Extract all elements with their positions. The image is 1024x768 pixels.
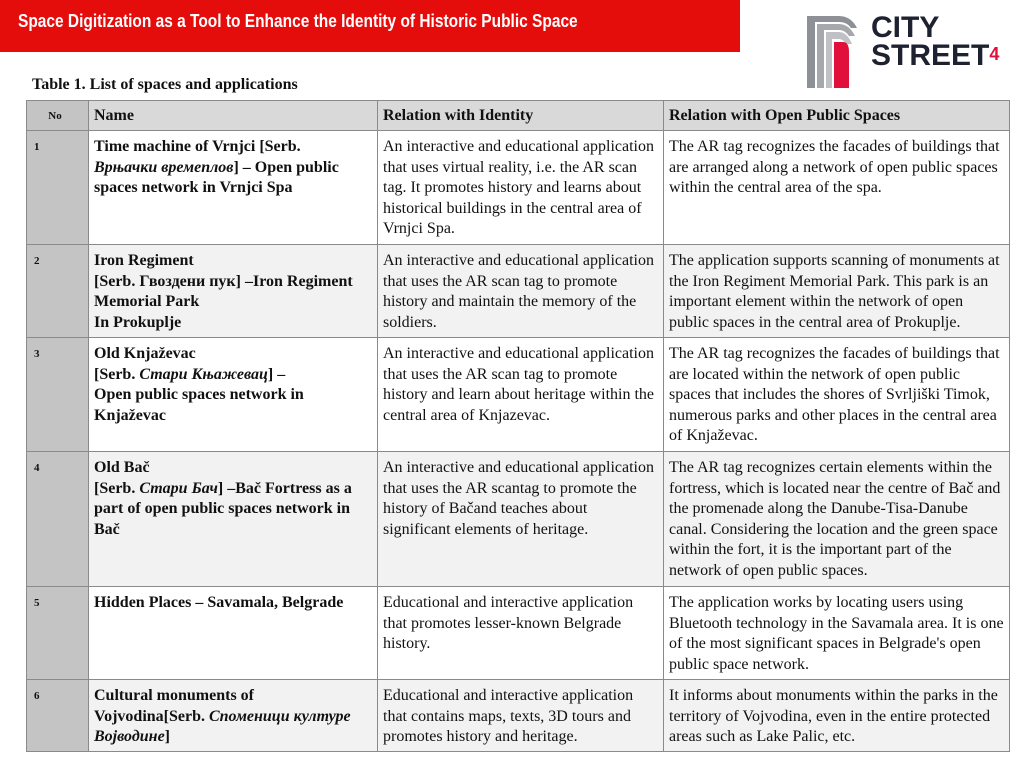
table-row <box>27 245 1010 338</box>
row-identity: Educational and interactive application that contains maps, texts, 3D tours and promotes history and heritage. <box>378 680 664 752</box>
name-text: part of open public spaces network in <box>94 500 351 517</box>
row-identity: An interactive and educational application that uses virtual reality, i.e. the AR scan tag. It promotes history and learns about historical buildings in the central area of Vrnjci Spa. <box>378 131 664 245</box>
name-text: [Serb. <box>94 479 140 497</box>
name-line <box>94 499 372 520</box>
row-open-spaces: It informs about monuments within the parks in the territory of Vojvodina, even in the entire protected areas such as Lake Palic, etc. <box>664 680 1010 752</box>
table-caption: Table 1. List of spaces and applications <box>32 76 298 93</box>
name-text: ] –Bač Fortress as a <box>217 479 352 497</box>
name-line <box>94 251 372 272</box>
row-name <box>89 452 378 587</box>
name-text: Memorial Park <box>94 293 200 310</box>
name-line <box>94 137 372 158</box>
name-text: Time machine of Vrnjci [Serb. <box>94 138 301 155</box>
header-identity: Relation with Identity <box>378 101 664 131</box>
name-line <box>94 727 372 748</box>
row-name <box>89 245 378 338</box>
table-row <box>27 338 1010 452</box>
spaces-table <box>26 100 1010 752</box>
name-line <box>94 313 372 334</box>
row-number: 6 <box>27 680 89 752</box>
logo-line1: CITY <box>871 11 940 44</box>
name-text: Bač <box>94 520 120 538</box>
logo-text <box>871 11 1000 72</box>
logo-mark-icon <box>805 12 869 92</box>
name-text: Knjaževac <box>94 406 166 424</box>
name-text: Cultural monuments of <box>94 687 255 704</box>
name-line <box>94 344 372 365</box>
row-name <box>89 587 378 680</box>
row-open-spaces: The AR tag recognizes the facades of buildings that are located within the network of open public spaces that includes the shores of Svrljiški Timok, numerous parks and other places in the central area of Knjaževac. <box>664 338 1010 452</box>
name-text: Old Bač <box>94 459 150 476</box>
row-name <box>89 680 378 752</box>
name-text: Iron Regiment <box>94 252 194 269</box>
row-identity: An interactive and educational application that uses the AR scan tag to promote history and learn about heritage within the central area of Knjazevac. <box>378 338 664 452</box>
name-text: Hidden Places – Savamala, Belgrade <box>94 594 344 611</box>
name-line <box>94 593 372 614</box>
title-banner <box>0 0 740 52</box>
name-line <box>94 686 372 707</box>
name-line <box>94 178 372 199</box>
name-line <box>94 158 372 179</box>
serbian-name-text: Војводине <box>94 728 165 745</box>
header-no: No <box>27 101 89 131</box>
name-text: ] <box>164 728 170 745</box>
serbian-name-text: Споменици културе <box>208 707 351 725</box>
serbian-name-text: Стари Књажевац <box>139 365 268 383</box>
table-header-row <box>27 101 1010 131</box>
header-name: Name <box>89 101 378 131</box>
serbian-name-text: Врњачки времеплов <box>94 158 234 176</box>
serbian-name-text: Стари Бач <box>139 479 218 497</box>
table-row <box>27 452 1010 587</box>
logo-line2: STREET <box>871 39 990 72</box>
name-text: Open public spaces network in <box>94 386 304 403</box>
logo-superscript: 4 <box>989 44 1000 64</box>
name-line <box>94 707 372 728</box>
row-number: 1 <box>27 131 89 245</box>
table-row <box>27 680 1010 752</box>
header-open-spaces: Relation with Open Public Spaces <box>664 101 1010 131</box>
name-text: ] – <box>267 365 286 383</box>
table-row <box>27 587 1010 680</box>
name-text: [Serb. <box>94 365 140 383</box>
name-text: ] – Open public <box>233 158 339 176</box>
table-row <box>27 131 1010 245</box>
name-line <box>94 272 372 293</box>
slide-title: Space Digitization as a Tool to Enhance the Identity of Historic Public Space <box>18 11 578 31</box>
name-line <box>94 458 372 479</box>
name-text: [Serb. Гвоздени пук] –Iron Regiment <box>94 272 353 290</box>
name-text: spaces network in Vrnjci Spa <box>94 179 293 196</box>
row-name <box>89 131 378 245</box>
name-line <box>94 385 372 406</box>
row-number: 2 <box>27 245 89 338</box>
row-number: 3 <box>27 338 89 452</box>
city-street-logo <box>805 12 1015 94</box>
name-text: In Prokuplje <box>94 313 182 331</box>
name-text: Old Knjaževac <box>94 345 196 362</box>
row-open-spaces: The application supports scanning of monuments at the Iron Regiment Memorial Park. This park is an important element within the network of open public spaces in the central area of Prokuplje. <box>664 245 1010 338</box>
row-identity: An interactive and educational application that uses the AR scantag to promote the history of Bačand teaches about significant elements of heritage. <box>378 452 664 587</box>
name-line <box>94 292 372 313</box>
name-line <box>94 520 372 541</box>
name-line <box>94 406 372 427</box>
row-name <box>89 338 378 452</box>
name-line <box>94 365 372 386</box>
row-identity: Educational and interactive application that promotes lesser-known Belgrade history. <box>378 587 664 680</box>
name-line <box>94 479 372 500</box>
row-open-spaces: The AR tag recognizes the facades of buildings that are arranged along a network of open public spaces within the central area of the spa. <box>664 131 1010 245</box>
row-open-spaces: The application works by locating users using Bluetooth technology in the Savamala area. It is one of the most significant spaces in Belgrade's open public space network. <box>664 587 1010 680</box>
row-open-spaces: The AR tag recognizes certain elements within the fortress, which is located near the centre of Bač and the promenade along the Danube-Tisa-Danube canal. Considering the location and the green space within the fort, it is the important part of the network of open public spaces. <box>664 452 1010 587</box>
name-text: Vojvodina[Serb. <box>94 707 209 725</box>
row-number: 4 <box>27 452 89 587</box>
row-number: 5 <box>27 587 89 680</box>
row-identity: An interactive and educational application that uses the AR scan tag to promote history and maintain the memory of the soldiers. <box>378 245 664 338</box>
